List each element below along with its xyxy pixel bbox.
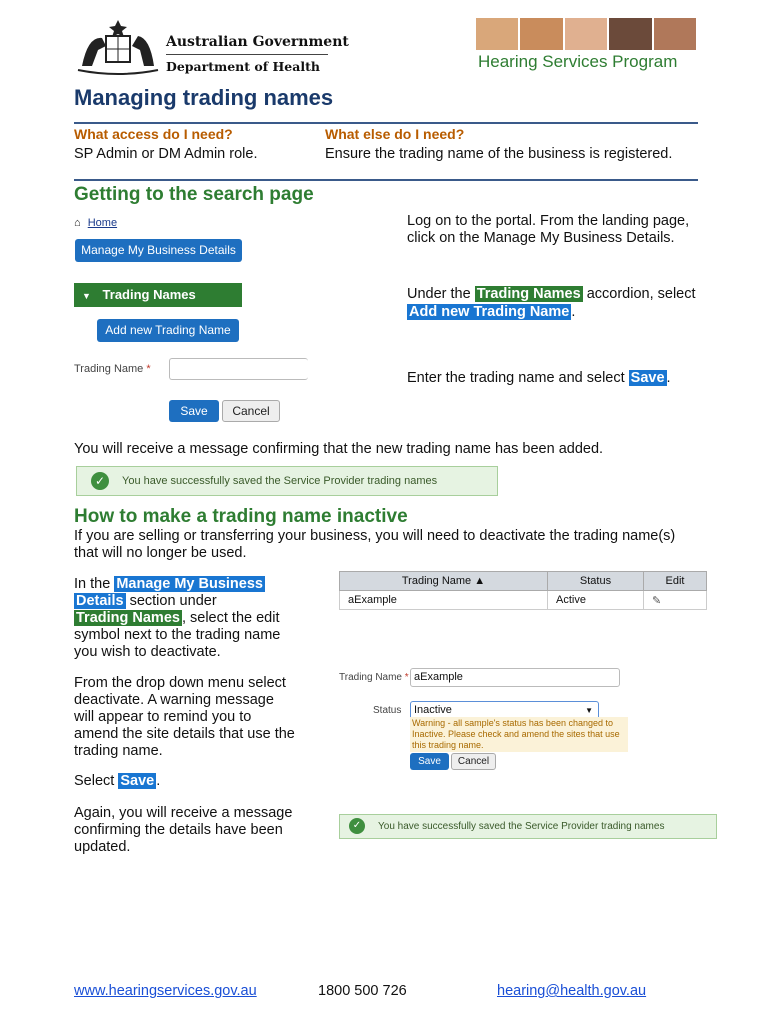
edit-name-label-text: Trading Name [339, 672, 402, 683]
page-title: Managing trading names [74, 85, 334, 110]
breadcrumb [74, 217, 117, 229]
home-link[interactable]: Home [87, 217, 118, 229]
edit-save-button[interactable]: Save [410, 753, 449, 770]
photo-tile-4 [609, 18, 651, 50]
success-message-1: You have successfully saved the Service Provider trading names [122, 475, 438, 487]
field-label-text: Trading Name [74, 363, 144, 375]
else-answer: Ensure the trading name of the business is registered. [325, 146, 673, 162]
p3-pre: Select [74, 773, 119, 789]
p1-hl-manage: Manage My Business [116, 576, 263, 592]
p3-text [74, 773, 160, 790]
p3-post: . [156, 773, 161, 789]
p1-hl-details: Details [76, 593, 124, 609]
trading-names-accordion[interactable] [74, 283, 242, 307]
section1-heading: Getting to the search page [74, 184, 314, 205]
header-divider [166, 54, 328, 55]
photo-tile-5 [654, 18, 696, 50]
required-mark: * [146, 363, 151, 375]
trading-name-label [74, 363, 151, 375]
success-banner-2 [339, 814, 717, 839]
program-name: Hearing Services Program [478, 52, 678, 71]
trading-names-table [339, 571, 707, 610]
warning-message: Warning - all sample's status has been changed to Inactive. Please check and amend the sites that use this trading name. [410, 717, 628, 752]
photo-tile-2 [520, 18, 562, 50]
table-header-row [340, 572, 707, 591]
p4-text: Again, you will receive a message confirming the details have been updated. [74, 805, 293, 855]
step2-pre: Under the [407, 286, 475, 302]
p1-pre: In the [74, 576, 115, 592]
step2-mid: accordion, select [582, 286, 696, 302]
col-status[interactable]: Status [548, 572, 644, 591]
p3-hl-save: Save [120, 773, 155, 789]
gov-line2: Department of Health [166, 59, 320, 74]
trading-name-input[interactable] [169, 358, 308, 380]
access-question: What access do I need? [74, 126, 233, 142]
p2-text: From the drop down menu select deactivate. A warning message will appear to remind you to amend the site details that use the trading name. [74, 675, 295, 759]
else-question: What else do I need? [325, 126, 465, 142]
check-icon: ✓ [91, 472, 109, 490]
gov-crest [74, 16, 162, 78]
cancel-button[interactable]: Cancel [222, 400, 280, 422]
check-icon: ✓ [349, 818, 365, 834]
section2-intro: If you are selling or transferring your business, you will need to deactivate the trading name(s) that will no longer be used. [74, 528, 676, 561]
email-link[interactable]: hearing@health.gov.au [497, 983, 647, 999]
edit-name-input[interactable]: aExample [410, 668, 620, 687]
manage-business-button[interactable]: Manage My Business Details [75, 239, 242, 262]
photo-tile-1 [476, 18, 518, 50]
step3-pre: Enter the trading name and select [407, 370, 629, 386]
success-message-2: You have successfully saved the Service Provider trading names [378, 821, 665, 832]
top-rule [74, 122, 698, 124]
success-banner-1 [76, 466, 498, 496]
website-link[interactable]: www.hearingservices.gov.au [74, 983, 257, 999]
col-trading-name[interactable]: Trading Name ▲ [340, 572, 548, 591]
step2-post: . [571, 304, 576, 320]
p1-text [74, 576, 296, 661]
accordion-label: Trading Names [102, 287, 196, 302]
p1-post: , select the edit symbol next to the trading name you wish to deactivate. [74, 610, 281, 660]
status-label: Status [373, 705, 402, 716]
mid-rule [74, 179, 698, 181]
program-photo-strip [476, 18, 696, 50]
cell-trading-name: aExample [340, 591, 548, 610]
photo-tile-3 [565, 18, 607, 50]
phone-number: 1800 500 726 [318, 983, 407, 999]
coat-of-arms-icon [74, 16, 162, 78]
add-trading-name-button[interactable]: Add new Trading Name [97, 319, 239, 342]
access-answer: SP Admin or DM Admin role. [74, 146, 258, 162]
cell-status: Active [548, 591, 644, 610]
status-select-value: Inactive [414, 704, 452, 716]
confirm-text: You will receive a message confirming that the new trading name has been added. [74, 441, 604, 457]
table-row [340, 591, 707, 610]
step3-hl-save: Save [630, 370, 665, 386]
p1-mid: section under [125, 593, 217, 609]
p1-hl-trading-names: Trading Names [76, 610, 180, 626]
edit-cancel-button[interactable]: Cancel [451, 753, 496, 770]
section2-heading: How to make a trading name inactive [74, 506, 408, 527]
edit-required-mark: * [404, 672, 409, 683]
edit-name-label [339, 672, 409, 683]
step2-hl-trading-names: Trading Names [476, 286, 581, 302]
step3-post: . [666, 370, 671, 386]
save-button[interactable]: Save [169, 400, 219, 422]
select-caret-icon: ▼ [585, 706, 593, 715]
home-icon: ⌂ [74, 217, 81, 229]
step1-text: Log on to the portal. From the landing page, click on the Manage My Business Details. [407, 213, 690, 246]
edit-pencil-icon[interactable]: ✎ [644, 591, 707, 610]
step2-text [407, 285, 697, 321]
step3-text [407, 370, 697, 387]
caret-down-icon: ▼ [82, 291, 91, 301]
step2-hl-add: Add new Trading Name [409, 304, 570, 320]
gov-line1: Australian Government [166, 34, 349, 50]
col-edit: Edit [644, 572, 707, 591]
